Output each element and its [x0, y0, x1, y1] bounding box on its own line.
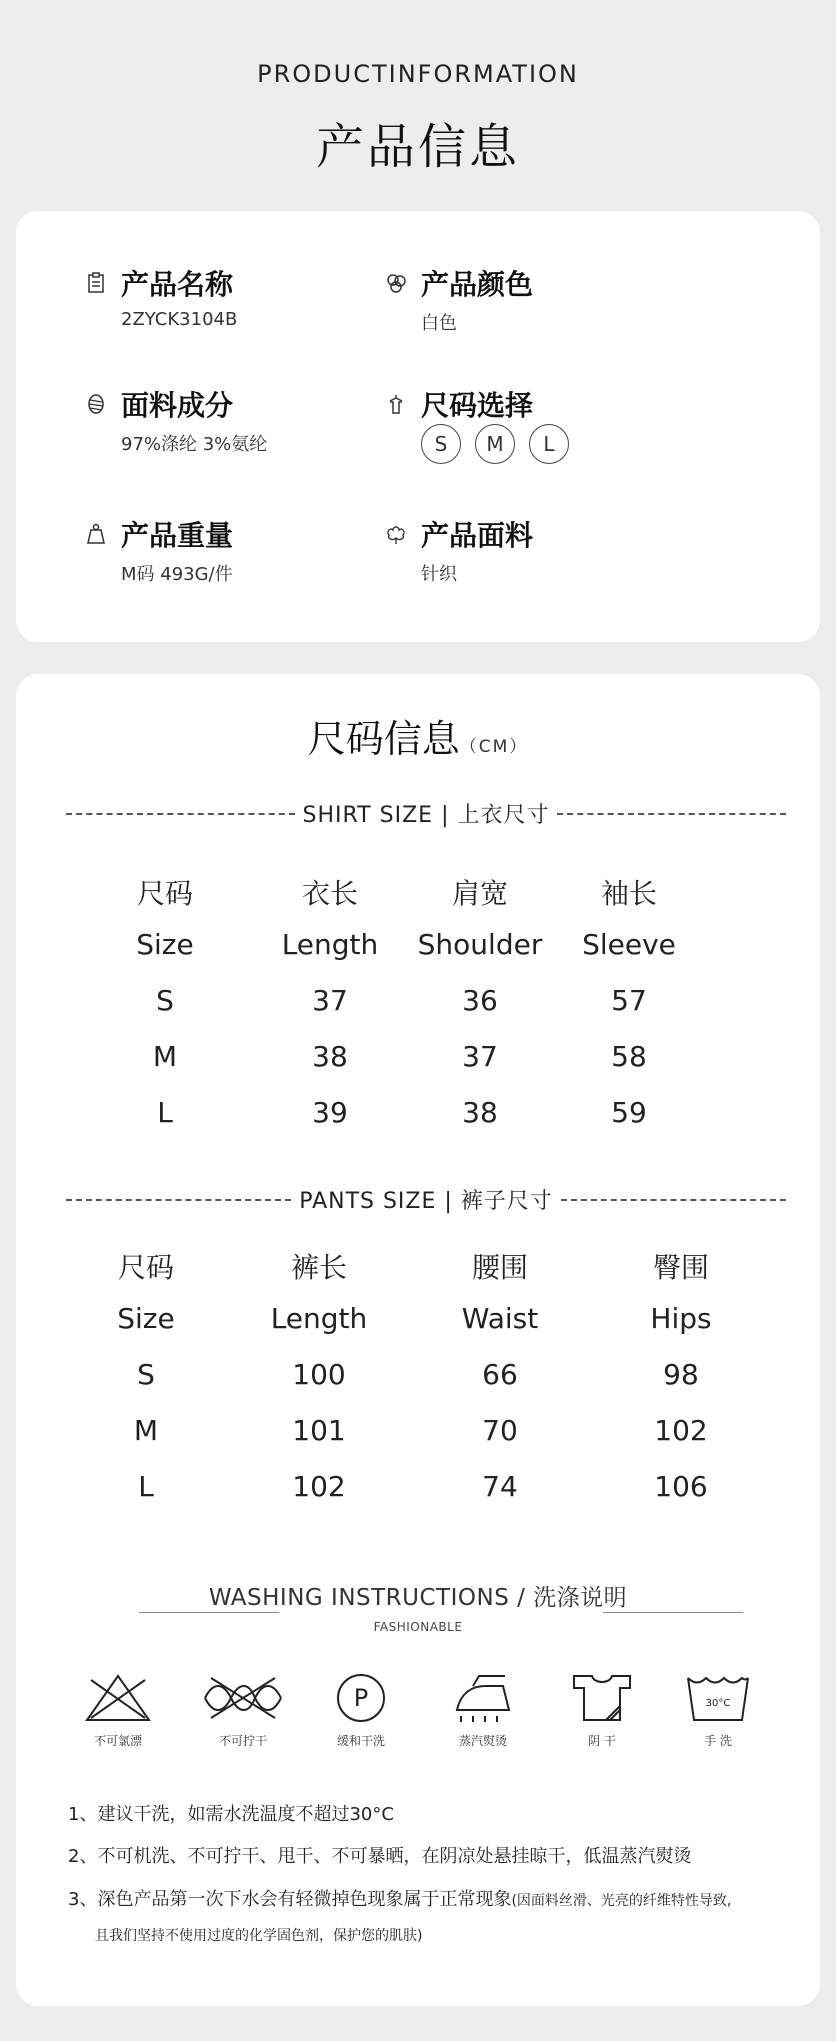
size-info-title [16, 708, 820, 763]
wash-icon-label: 缓和干洗 [336, 1734, 385, 1748]
size-info-title-text: 尺码信息 [307, 717, 460, 761]
wash-icon-label: 蒸汽熨烫 [458, 1734, 507, 1748]
hand-wash-temp: 30°C [705, 1698, 731, 1709]
table-header-cell: 衣长 [301, 877, 358, 910]
yarn-spool-icon [85, 393, 107, 415]
info-title-size: 尺码选择 [421, 389, 534, 422]
wash-icon-no-wring [198, 1672, 288, 1749]
wash-icon-steam-iron [438, 1672, 528, 1749]
table-header-cell: Sleeve [582, 928, 676, 961]
shade-dry-icon [570, 1672, 634, 1724]
washing-title: WASHING INSTRUCTIONS / 洗涤说明 [208, 1585, 628, 1611]
table-header-cn [16, 1246, 820, 1286]
table-row [16, 1040, 820, 1080]
cotton-icon [385, 523, 407, 545]
table-row [16, 1096, 820, 1136]
table-header-cell: Length [270, 1302, 368, 1335]
dashed-line [557, 813, 786, 815]
table-cell: 101 [292, 1414, 346, 1447]
wash-icon-label: 不可氯漂 [93, 1734, 142, 1748]
table-header-cell: Waist [461, 1302, 539, 1335]
table-header-en [16, 928, 820, 968]
table-cell: 66 [482, 1358, 518, 1391]
info-value-material: 针织 [421, 564, 457, 585]
table-row [16, 1470, 820, 1510]
shirt-hanger-icon [385, 393, 407, 415]
product-info-card [16, 211, 820, 642]
table-header-cell: Size [117, 1302, 175, 1335]
table-cell: M [152, 1040, 178, 1073]
info-title-fabric: 面料成分 [121, 389, 234, 422]
table-cell: 106 [654, 1470, 708, 1503]
header-title-en: PRODUCTINFORMATION [257, 60, 579, 88]
table-cell: 58 [611, 1040, 647, 1073]
wash-title-underline-left [139, 1612, 279, 1613]
table-cell: 37 [312, 984, 348, 1017]
table-cell: 100 [292, 1358, 346, 1391]
wash-note-3-small: (因面料丝滑、光亮的纤维特性导致, [511, 1893, 732, 1909]
table-cell: M [133, 1414, 159, 1447]
size-info-unit: （CM） [459, 737, 529, 757]
wash-note-3 [68, 1885, 731, 1911]
wash-icon-label: 阴 干 [588, 1734, 616, 1748]
weight-icon [85, 523, 107, 545]
wash-icon-dry-clean [316, 1672, 406, 1749]
washing-subtitle: FASHIONABLE [373, 1620, 463, 1634]
table-header-cell: 尺码 [117, 1251, 174, 1284]
table-cell: 38 [312, 1040, 348, 1073]
wash-note-1: 1、建议干洗，如需水洗温度不超过30°C [68, 1804, 394, 1825]
dry-clean-glyph: P [353, 1684, 369, 1712]
table-row [16, 1358, 820, 1398]
table-header-cell: 裤长 [290, 1251, 347, 1284]
dashed-line [66, 1199, 291, 1201]
size-info-card [16, 674, 820, 2006]
table-cell: 37 [462, 1040, 498, 1073]
info-title-color: 产品颜色 [421, 268, 534, 301]
wash-icon-shade-dry [557, 1672, 647, 1749]
info-title-material: 产品面料 [421, 519, 534, 552]
wash-icon-label: 手 洗 [704, 1734, 732, 1748]
dry-clean-icon [335, 1672, 387, 1724]
wash-note-3-main: 3、深色产品第一次下水会有轻微掉色现象属于正常现象 [68, 1889, 512, 1910]
wash-title-underline-right [603, 1612, 743, 1613]
table-cell: 98 [663, 1358, 699, 1391]
clipboard-icon [85, 272, 107, 294]
info-title-weight: 产品重量 [121, 519, 234, 552]
shirt-size-divider [66, 798, 786, 829]
info-value-weight: M码 493G/件 [121, 564, 233, 585]
table-cell: 70 [482, 1414, 518, 1447]
table-cell: 59 [611, 1096, 647, 1129]
table-header-cell: 臀围 [652, 1251, 709, 1284]
table-cell: 36 [462, 984, 498, 1017]
table-cell: S [156, 984, 174, 1017]
table-header-en [16, 1302, 820, 1342]
table-header-cell: Size [136, 928, 194, 961]
size-option-l[interactable]: L [529, 424, 569, 464]
pants-size-divider [66, 1184, 786, 1215]
table-cell: 39 [312, 1096, 348, 1129]
table-cell: 57 [611, 984, 647, 1017]
table-header-cell: 腰围 [471, 1251, 528, 1284]
table-header-cell: Shoulder [417, 928, 543, 961]
no-wring-icon [201, 1672, 285, 1724]
table-header-cell: Length [281, 928, 379, 961]
table-header-cell: 袖长 [600, 877, 657, 910]
table-cell: 102 [654, 1414, 708, 1447]
size-option-m[interactable]: M [475, 424, 515, 464]
table-header-cn [16, 872, 820, 912]
table-header-cell: Hips [650, 1302, 712, 1335]
no-bleach-icon [83, 1672, 153, 1724]
wash-icon-label: 不可拧干 [218, 1734, 267, 1748]
dashed-line [561, 1199, 786, 1201]
wash-icon-no-bleach [73, 1672, 163, 1749]
size-option-s[interactable]: S [421, 424, 461, 464]
palette-icon [385, 272, 407, 294]
pants-size-label: PANTS SIZE | 裤子尺寸 [299, 1189, 553, 1214]
table-row [16, 1414, 820, 1454]
table-cell: S [137, 1358, 155, 1391]
wash-note-2: 2、不可机洗、不可拧干、甩干、不可暴晒，在阴凉处悬挂晾干，低温蒸汽熨烫 [68, 1846, 692, 1867]
table-cell: 38 [462, 1096, 498, 1129]
table-cell: L [138, 1470, 154, 1503]
table-header-cell: 尺码 [136, 877, 193, 910]
table-cell: 74 [482, 1470, 518, 1503]
info-value-fabric: 97%涤纶 3%氨纶 [121, 434, 268, 455]
table-cell: 102 [292, 1470, 346, 1503]
table-header-cell: 肩宽 [451, 877, 508, 910]
info-value-color: 白色 [421, 313, 457, 334]
shirt-size-label: SHIRT SIZE | 上衣尺寸 [302, 803, 550, 828]
info-title-name: 产品名称 [121, 268, 234, 301]
size-options [421, 424, 569, 464]
wash-icon-hand-wash [673, 1672, 763, 1749]
table-row [16, 984, 820, 1024]
table-cell: L [157, 1096, 173, 1129]
wash-note-3-continued: 且我们坚持不使用过度的化学固色剂，保护您的肌肤) [95, 1928, 423, 1944]
dashed-line [66, 813, 295, 815]
steam-iron-icon [451, 1672, 515, 1724]
info-value-name: 2ZYCK3104B [121, 309, 238, 330]
hand-wash-icon [684, 1672, 752, 1724]
header-title-cn: 产品信息 [315, 119, 520, 175]
